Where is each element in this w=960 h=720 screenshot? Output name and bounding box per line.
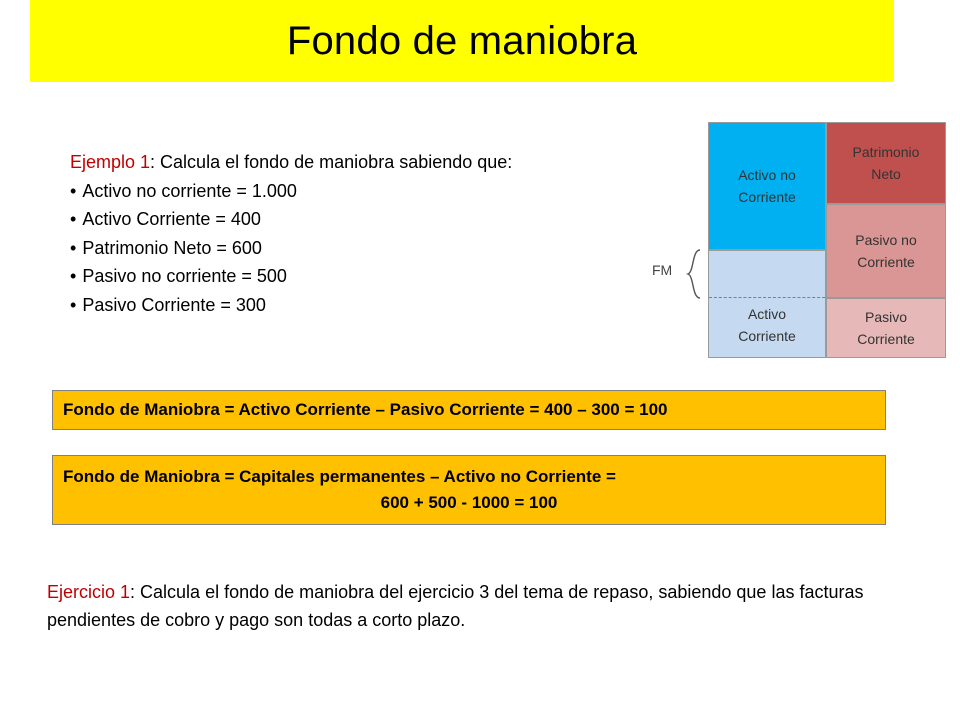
list-item: • Patrimonio Neto = 600: [70, 234, 512, 263]
fm-label: FM: [652, 262, 673, 278]
balance-diagram: [640, 122, 960, 362]
example-label: Ejemplo 1: [70, 152, 151, 172]
list-item: • Pasivo no corriente = 500: [70, 262, 512, 291]
exercise-label: Ejercicio 1: [47, 582, 131, 602]
formula-1-text: Fondo de Maniobra = Activo Corriente – Pasivo Corriente = 400 – 300 = 100: [63, 400, 668, 419]
patrimonio-neto-cell: [826, 122, 946, 204]
activo-corriente-cell: [708, 250, 826, 358]
pasivo-no-corriente-cell: [826, 204, 946, 298]
page-title: Fondo de maniobra: [286, 18, 638, 63]
pasivo-corriente-cell: [826, 298, 946, 358]
example-block: [70, 148, 512, 319]
formula-box-2: [52, 455, 886, 525]
fm-divider: [709, 297, 825, 298]
formula-2-line-2: 600 + 500 - 1000 = 100: [380, 493, 558, 512]
activo-no-corriente-cell: [708, 122, 826, 250]
pasivo-corriente-label: Pasivo Corriente: [857, 309, 915, 347]
pasivo-no-corriente-label: Pasivo no Corriente: [855, 232, 917, 270]
exercise-block: [47, 578, 917, 634]
formula-box-1: [52, 390, 886, 430]
patrimonio-neto-label: Patrimonio Neto: [852, 144, 920, 182]
title-banner: [30, 0, 894, 82]
example-text: : Calcula el fondo de maniobra sabiendo que:: [150, 152, 513, 172]
formula-2-line-1: Fondo de Maniobra = Capitales permanentes – Activo no Corriente =: [63, 467, 616, 486]
activo-corriente-label: Activo Corriente: [738, 306, 796, 344]
activo-no-corriente-label: Activo no Corriente: [738, 167, 796, 205]
list-item: • Activo Corriente = 400: [70, 205, 512, 234]
fm-brace-icon: [684, 248, 704, 300]
exercise-text: : Calcula el fondo de maniobra del ejercicio 3 del tema de repaso, sabiendo que las facturas pendientes de cobro y pago son todas a corto plazo.: [47, 582, 864, 630]
list-item: • Activo no corriente = 1.000: [70, 177, 512, 206]
example-heading: [70, 148, 512, 177]
list-item: • Pasivo Corriente = 300: [70, 291, 512, 320]
example-list: [70, 177, 512, 320]
